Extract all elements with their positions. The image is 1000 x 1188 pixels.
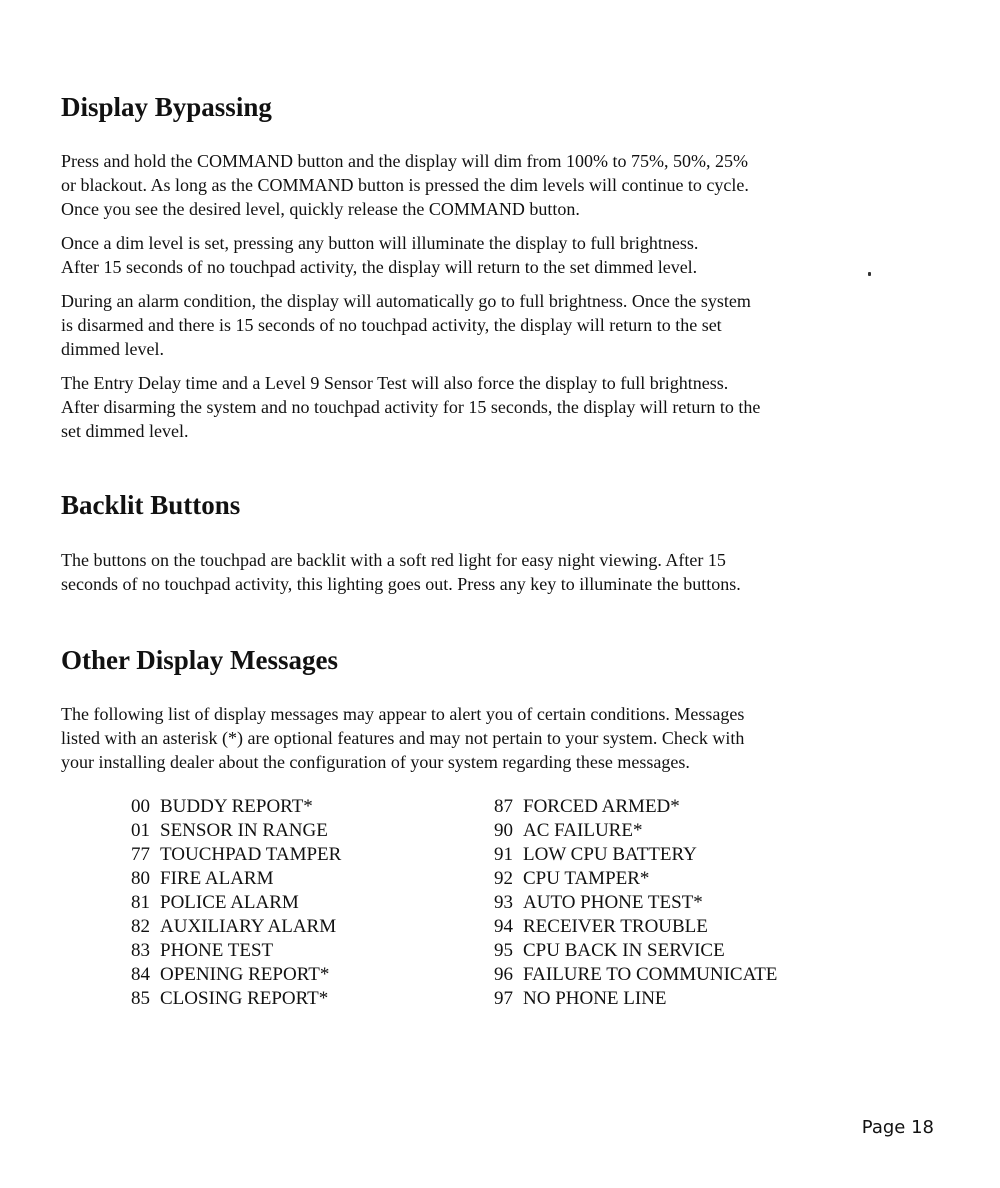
text-line: dimmed level. <box>61 339 164 359</box>
message-text: AUTO PHONE TEST* <box>523 892 703 913</box>
paragraph-backlit <box>61 548 861 596</box>
message-list-right <box>494 795 777 1011</box>
text-line: set dimmed level. <box>61 421 189 441</box>
message-code: 82 <box>131 916 150 937</box>
text-line: The following list of display messages may appear to alert you of certain conditions. Messages <box>61 704 745 724</box>
message-code: 85 <box>131 988 150 1009</box>
message-code: 97 <box>494 988 513 1009</box>
message-code: 92 <box>494 868 513 889</box>
message-item <box>131 939 341 963</box>
text-line: Press and hold the COMMAND button and the display will dim from 100% to 75%, 50%, 25% <box>61 151 748 171</box>
message-item <box>131 963 341 987</box>
message-text: LOW CPU BATTERY <box>523 844 697 865</box>
message-text: POLICE ALARM <box>160 892 299 913</box>
message-item <box>131 867 341 891</box>
message-item <box>131 915 341 939</box>
paragraph-alarm-condition <box>61 289 861 361</box>
message-item <box>494 891 777 915</box>
text-line: listed with an asterisk (*) are optional features and may not pertain to your system. Check with <box>61 728 745 748</box>
message-text: NO PHONE LINE <box>523 988 667 1009</box>
message-item <box>494 843 777 867</box>
message-code: 00 <box>131 796 150 817</box>
message-code: 87 <box>494 796 513 817</box>
message-item <box>131 843 341 867</box>
text-line: The buttons on the touchpad are backlit with a soft red light for easy night viewing. After 15 <box>61 550 726 570</box>
text-line: Once you see the desired level, quickly release the COMMAND button. <box>61 199 580 219</box>
message-code: 01 <box>131 820 150 841</box>
message-item <box>131 795 341 819</box>
message-text: PHONE TEST <box>160 940 274 961</box>
message-code: 94 <box>494 916 513 937</box>
message-item <box>494 795 777 819</box>
message-text: AC FAILURE* <box>523 820 643 841</box>
message-code: 83 <box>131 940 150 961</box>
message-item <box>131 891 341 915</box>
message-text: BUDDY REPORT* <box>160 796 313 817</box>
message-code: 77 <box>131 844 150 865</box>
message-code: 81 <box>131 892 150 913</box>
text-line: After 15 seconds of no touchpad activity, the display will return to the set dimmed level. <box>61 257 698 277</box>
text-line: is disarmed and there is 15 seconds of no touchpad activity, the display will return to the set <box>61 315 722 335</box>
message-item <box>494 963 777 987</box>
section-title-other-display-messages: Other Display Messages <box>61 645 338 675</box>
message-item <box>494 987 777 1011</box>
page-number: Page 18 <box>861 1117 934 1138</box>
paragraph-entry-delay <box>61 371 861 443</box>
message-text: SENSOR IN RANGE <box>160 820 328 841</box>
message-text: AUXILIARY ALARM <box>160 916 337 937</box>
message-code: 93 <box>494 892 513 913</box>
message-list-left <box>131 795 341 1011</box>
text-line: your installing dealer about the configuration of your system regarding these messages. <box>61 752 690 772</box>
message-text: FAILURE TO COMMUNICATE <box>523 964 778 985</box>
text-line: Once a dim level is set, pressing any button will illuminate the display to full brightness. <box>61 233 699 253</box>
message-text: CPU BACK IN SERVICE <box>523 940 725 961</box>
message-text: CLOSING REPORT* <box>160 988 329 1009</box>
message-item <box>494 915 777 939</box>
message-code: 96 <box>494 964 513 985</box>
text-line: seconds of no touchpad activity, this lighting goes out. Press any key to illuminate the buttons. <box>61 574 741 594</box>
message-text: RECEIVER TROUBLE <box>523 916 708 937</box>
message-item <box>494 819 777 843</box>
text-line: After disarming the system and no touchpad activity for 15 seconds, the display will return to the <box>61 397 761 417</box>
message-text: OPENING REPORT* <box>160 964 330 985</box>
text-line: During an alarm condition, the display will automatically go to full brightness. Once the system <box>61 291 751 311</box>
message-text: TOUCHPAD TAMPER <box>160 844 342 865</box>
message-text: FORCED ARMED* <box>523 796 680 817</box>
message-code: 95 <box>494 940 513 961</box>
paragraph-dim-cycle <box>61 149 861 221</box>
message-code: 90 <box>494 820 513 841</box>
paragraph-messages-intro <box>61 702 861 774</box>
message-item <box>131 819 341 843</box>
text-line: The Entry Delay time and a Level 9 Sensor Test will also force the display to full brightness. <box>61 373 729 393</box>
message-code: 80 <box>131 868 150 889</box>
section-title-display-bypassing: Display Bypassing <box>61 92 272 122</box>
message-code: 84 <box>131 964 150 985</box>
text-line: or blackout. As long as the COMMAND button is pressed the dim levels will continue to cycle. <box>61 175 749 195</box>
message-item <box>131 987 341 1011</box>
message-code: 91 <box>494 844 513 865</box>
section-title-backlit-buttons: Backlit Buttons <box>61 490 241 520</box>
message-item <box>494 939 777 963</box>
message-item <box>494 867 777 891</box>
message-text: CPU TAMPER* <box>523 868 650 889</box>
scan-speck <box>868 272 871 276</box>
message-text: FIRE ALARM <box>160 868 274 889</box>
paragraph-dim-level-set <box>61 231 861 279</box>
